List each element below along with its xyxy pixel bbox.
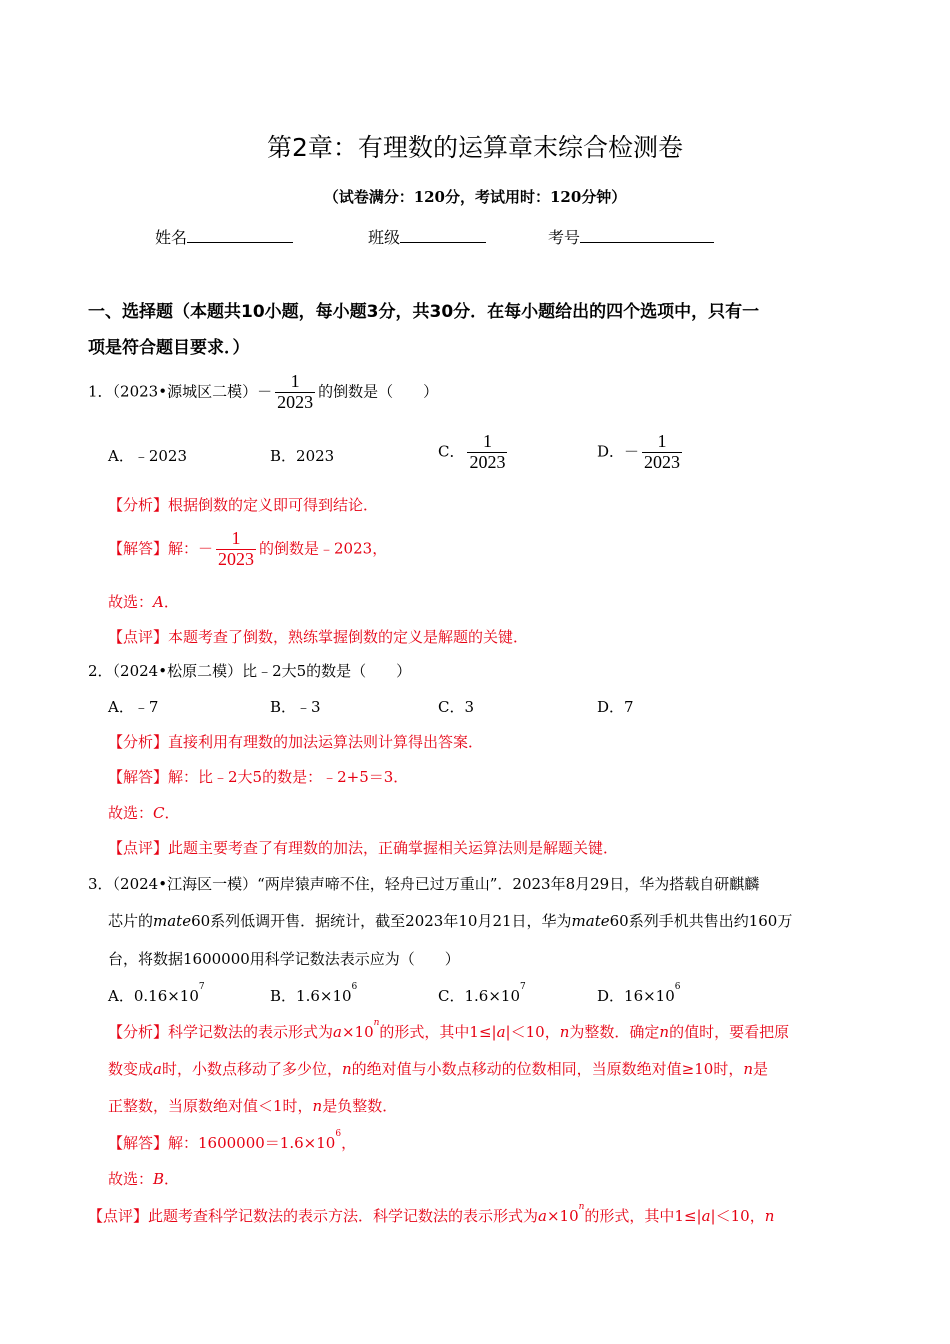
q1-option-c	[438, 432, 510, 473]
var-n: n	[341, 1060, 352, 1078]
var-n-exp: n	[373, 1018, 380, 1028]
q3-c-exp: 7	[520, 982, 526, 992]
q3-choice-end: ．	[164, 1170, 180, 1188]
q3-an2b: 时，小数点移动了多少位，	[161, 1060, 342, 1078]
name-blank[interactable]	[187, 226, 293, 243]
q3-choice	[108, 1168, 179, 1189]
var-n: n	[659, 1023, 670, 1041]
q2-stem: 2．（2024•松原二模）比﹣2大5的数是（ ）	[88, 662, 412, 680]
q1-choice-letter: A	[153, 593, 164, 611]
q3-comment	[88, 1202, 775, 1226]
class-label: 班级	[368, 228, 401, 247]
q3-d-exp: 6	[674, 982, 681, 992]
var-a: a	[153, 1060, 162, 1078]
q3-l2b: 60系列低调开售．据统计，截至2023年10月21日，华为	[191, 912, 572, 930]
q1-solution	[108, 529, 387, 570]
var-n: n	[312, 1097, 323, 1115]
q3-cm-b: 的形式，其中1≤|	[584, 1207, 702, 1225]
q3-mate-1: mate	[153, 912, 192, 930]
var-n: n	[743, 1060, 753, 1078]
name-field[interactable]	[155, 225, 293, 248]
q1-choice	[108, 591, 179, 612]
q3-option-a	[108, 982, 205, 1006]
q3-mate-2: mate	[571, 912, 610, 930]
q3-b-text: B．1.6×10	[270, 987, 352, 1005]
q3-option-d	[597, 982, 681, 1006]
q3-option-b	[270, 982, 358, 1006]
section-heading-line2: 项是符合题目要求．）	[88, 338, 250, 358]
q2-choice-letter: C	[153, 804, 165, 822]
q3-c-text: C．1.6×10	[438, 987, 520, 1005]
q1-solution-suffix: 的倒数是﹣2023，	[259, 539, 388, 558]
q1-option-c-fraction	[467, 432, 507, 473]
q3-choice-prefix: 故选：	[108, 1170, 154, 1188]
q1-comment: 【点评】本题考查了倒数，熟练掌握倒数的定义是解题的关键．	[108, 628, 529, 646]
var-n-exp: n	[578, 1202, 585, 1212]
q3-an1b: 的形式，其中1≤|	[379, 1023, 497, 1041]
q2-comment: 【点评】此题主要考查了有理数的加法，正确掌握相关运算法则是解题关键．	[108, 839, 619, 857]
times10: ×10	[546, 1207, 579, 1225]
q3-d-text: D．16×10	[597, 987, 675, 1005]
q2-choice-prefix: 故选：	[108, 804, 154, 822]
q1-stem-suffix: 的倒数是（ ）	[318, 382, 439, 401]
q3-an2d: 是	[753, 1060, 769, 1078]
q3-an3a: 正整数，当原数绝对值＜1时，	[108, 1097, 313, 1115]
q2-solution: 【解答】解：比﹣2大5的数是：﹣2+5＝3．	[108, 768, 409, 786]
q1-stem-prefix: 1．（2023•源城区二模）－	[88, 382, 273, 401]
q3-cm-a: 【点评】此题考查科学记数法的表示方法．科学记数法的表示形式为	[88, 1207, 539, 1225]
q3-an3b: 是负整数．	[322, 1097, 398, 1115]
times10: ×10	[341, 1023, 374, 1041]
q1-c-den: 2023	[469, 451, 506, 472]
q1-stem	[88, 372, 438, 413]
q3-choice-letter: B	[153, 1170, 165, 1188]
exam-no-blank[interactable]	[580, 226, 714, 243]
q2-choice-end: ．	[164, 804, 180, 822]
q3-an1d: 为整数．确定	[569, 1023, 660, 1041]
q1-solution-fraction	[216, 529, 256, 570]
q3-solution-exp: 6	[335, 1129, 342, 1139]
exam-no-field[interactable]	[548, 225, 714, 248]
q1-sol-num: 1	[216, 529, 256, 550]
q2-option-c: C．3	[438, 698, 475, 716]
name-label: 姓名	[155, 228, 188, 247]
var-a: a	[333, 1023, 342, 1041]
q1-d-num: 1	[642, 432, 682, 453]
q3-analysis-line3	[108, 1095, 397, 1116]
q3-stem-line3: 台，将数据1600000用科学记数法表示应为（ ）	[108, 950, 460, 968]
q3-l2c: 60系列手机共售出约160万	[609, 912, 793, 930]
class-field[interactable]	[368, 225, 486, 248]
q1-option-c-label: C．	[438, 442, 465, 461]
q3-stem-line1: 3．（2024•江海区一模）“两岸猿声啼不住，轻舟已过万重山”．2023年8月29日，华为搭载自研麒麟	[88, 875, 760, 893]
class-blank[interactable]	[400, 226, 486, 243]
q2-option-a: A．﹣7	[108, 698, 159, 716]
q1-d-den: 2023	[644, 451, 681, 472]
q1-option-b: B．2023	[270, 447, 335, 465]
q1-frac-num: 1	[275, 372, 315, 393]
q3-cm-c: |＜10，	[710, 1207, 765, 1225]
q2-choice	[108, 802, 180, 823]
q2-option-b: B．﹣3	[270, 698, 321, 716]
q3-solution	[108, 1129, 357, 1153]
exam-info: （试卷满分：120分，考试用时：120分钟）	[323, 188, 627, 206]
q1-choice-prefix: 故选：	[108, 593, 154, 611]
section-heading-line1: 一、选择题（本题共10小题，每小题3分，共30分．在每小题给出的四个选项中，只有一	[88, 302, 760, 322]
q3-solution-end: ，	[341, 1134, 357, 1152]
var-n: n	[559, 1023, 570, 1041]
page-title: 第2章：有理数的运算章末综合检测卷	[267, 133, 683, 162]
q3-a-exp: 7	[198, 982, 205, 992]
q1-option-d	[597, 432, 685, 473]
q1-analysis: 【分析】根据倒数的定义即可得到结论．	[108, 496, 379, 514]
q3-stem-line2	[108, 910, 792, 931]
q2-analysis: 【分析】直接利用有理数的加法运算法则计算得出答案．	[108, 733, 484, 751]
q3-analysis-line1	[108, 1018, 790, 1042]
q1-fraction	[275, 372, 315, 413]
q2-option-d: D．7	[597, 698, 634, 716]
q3-b-exp: 6	[351, 982, 358, 992]
q3-an2a: 数变成	[108, 1060, 154, 1078]
exam-no-label: 考号	[548, 228, 581, 247]
q3-solution-text: 【解答】解：1600000＝1.6×10	[108, 1134, 336, 1152]
q3-an1c: |＜10，	[505, 1023, 560, 1041]
q3-option-c	[438, 982, 526, 1006]
q3-l2a: 芯片的	[108, 912, 154, 930]
q1-solution-prefix: 【解答】解：－	[108, 539, 214, 558]
var-a: a	[538, 1207, 547, 1225]
var-n: n	[764, 1207, 775, 1225]
q1-choice-end: ．	[163, 593, 179, 611]
var-a: a	[701, 1207, 711, 1225]
q3-a-text: A．0.16×10	[108, 987, 199, 1005]
q1-option-d-fraction	[642, 432, 682, 473]
q1-option-a: A．﹣2023	[108, 447, 188, 465]
q1-frac-den: 2023	[277, 391, 314, 412]
q1-option-d-label: D．－	[597, 442, 640, 461]
q3-an1e: 的值时，要看把原	[669, 1023, 790, 1041]
var-a: a	[496, 1023, 506, 1041]
q3-an1a: 【分析】科学记数法的表示形式为	[108, 1023, 334, 1041]
q1-c-num: 1	[467, 432, 507, 453]
q3-analysis-line2	[108, 1058, 768, 1079]
q3-an2c: 的绝对值与小数点移动的位数相同，当原数绝对值≥10时，	[351, 1060, 744, 1078]
q1-sol-den: 2023	[218, 548, 255, 569]
